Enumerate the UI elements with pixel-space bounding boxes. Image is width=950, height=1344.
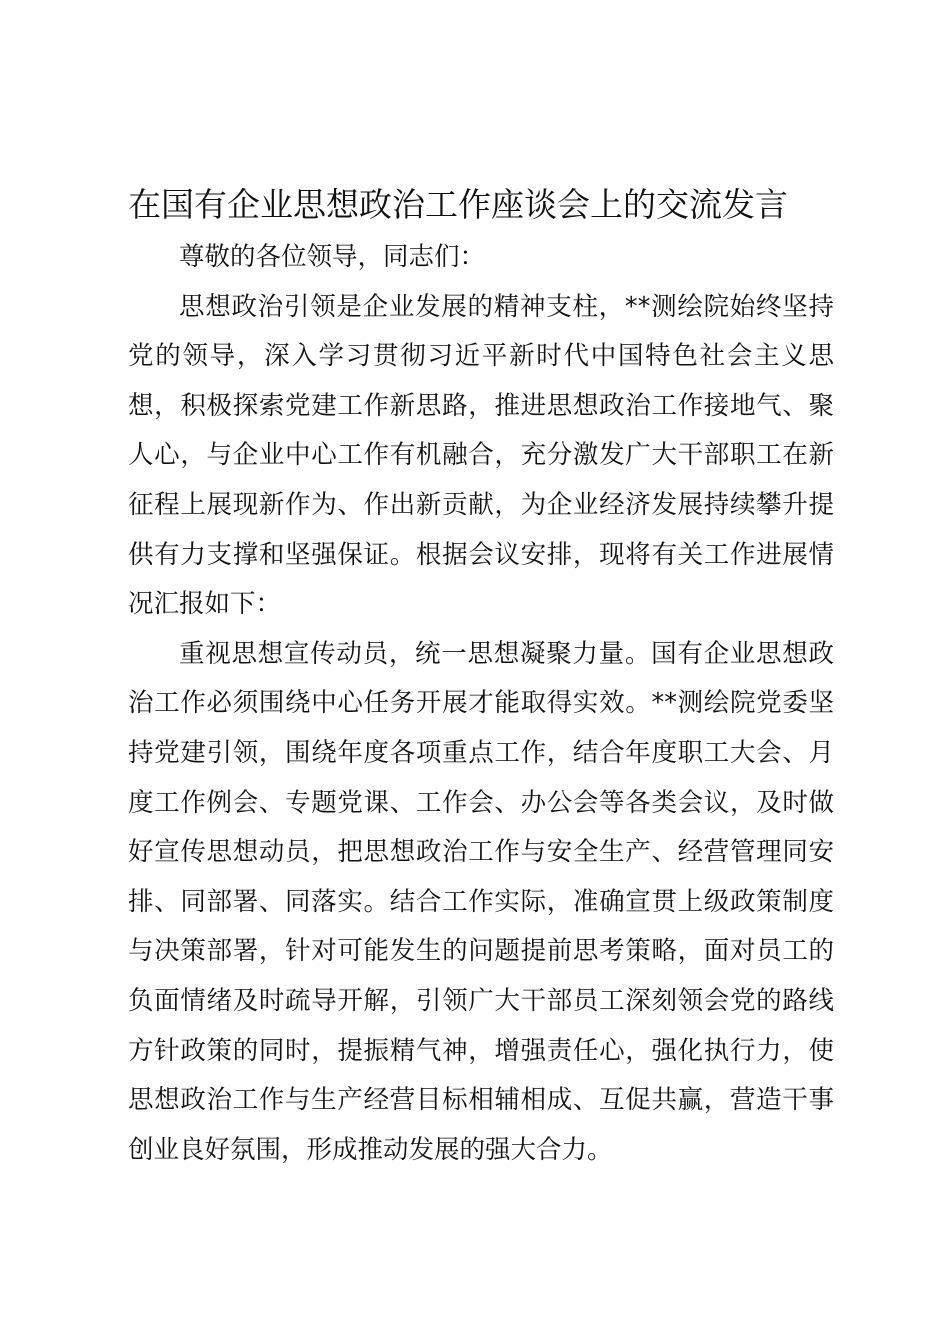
document-body <box>128 233 834 1175</box>
document-title: 在国有企业思想政治工作座谈会上的交流发言 <box>128 185 788 224</box>
paragraph-propaganda: 重视思想宣传动员，统一思想凝聚力量。国有企业思想政治工作必须围绕中心任务开展才能取得实效。**测绘院党委坚持党建引领，围绕年度各项重点工作，结合年度职工大会、月度工作例会、专题党课、工作会、办公会等各类会议，及时做好宣传思想动员，把思想政治工作与安全生产、经营管理同安排、同部署、同落实。结合工作实际，准确宣贯上级政策制度与决策部署，针对可能发生的问题提前思考策略，面对员工的负面情绪及时疏导开解，引领广大干部员工深刻领会党的路线方针政策的同时，提振精气神，增强责任心，强化执行力，使思想政治工作与生产经营目标相辅相成、互促共赢，营造干事创业良好氛围，形成推动发展的强大合力。 <box>128 638 834 1165</box>
salutation: 尊敬的各位领导，同志们： <box>179 242 486 272</box>
paragraph-intro: 思想政治引领是企业发展的精神支柱，**测绘院始终坚持党的领导，深入学习贯彻习近平新时代中国特色社会主义思想，积极探索党建工作新思路，推进思想政治工作接地气、聚人心，与企业中心工作有机融合，充分激发广大干部职工在新征程上展现新作为、作出新贡献，为企业经济发展持续攀升提供有力支撑和坚强保证。根据会议安排，现将有关工作进展情况汇报如下： <box>128 291 834 620</box>
